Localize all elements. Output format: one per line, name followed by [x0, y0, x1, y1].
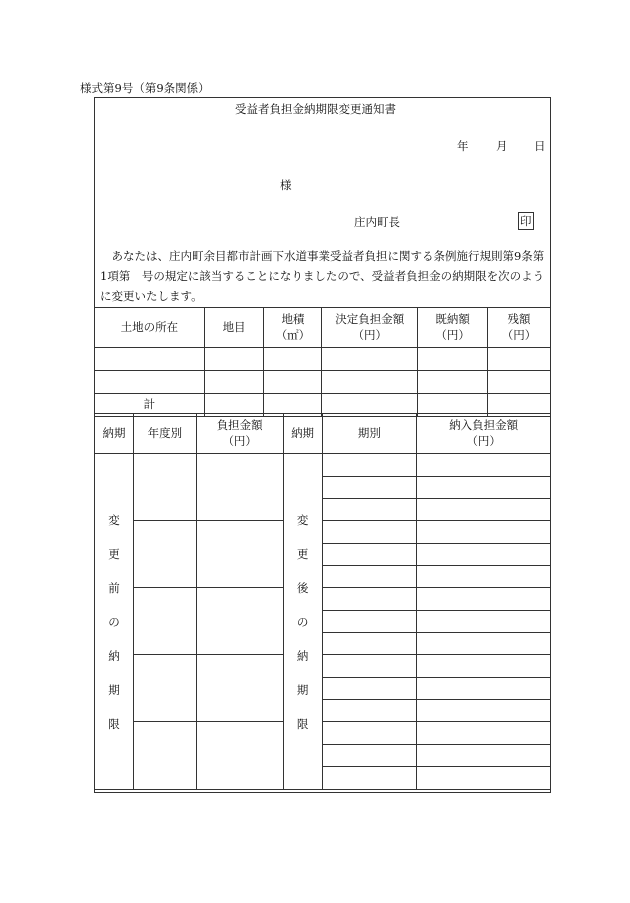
- header-term-after: 納期: [283, 414, 322, 454]
- date-month: 月: [496, 139, 508, 153]
- after-deadline-label: 変更後の納期限: [296, 512, 309, 731]
- total-label: 計: [95, 394, 205, 417]
- schedule-table: [94, 413, 551, 790]
- header-payment-amount: 納入負担金額 （円）: [417, 414, 551, 454]
- header-fiscal-year: 年度別: [133, 414, 196, 454]
- header-charge-amount: 負担金額 （円）: [196, 414, 283, 454]
- header-decided-amount: 決定負担金額 （円）: [322, 308, 418, 348]
- before-deadline-label: 変更前の納期限: [108, 512, 120, 731]
- before-deadline-label-cell: [95, 454, 134, 790]
- table-row: [95, 371, 551, 394]
- header-land-area: 地積 （㎡）: [264, 308, 322, 348]
- notice-body: あなたは、庄内町余目都市計画下水道事業受益者負担に関する条例施行規則第9条第1項第 号の規定に該当することになりましたので、受益者負担金の納期限を次のように変更いたします。: [100, 249, 545, 303]
- header-term-before: 納期: [95, 414, 134, 454]
- form-label: 様式第9号（第9条関係）: [80, 81, 210, 95]
- header-land-category: 地目: [204, 308, 264, 348]
- seal-mark: 印: [520, 214, 532, 228]
- date-day: 日: [534, 139, 546, 153]
- header-land-location: 土地の所在: [95, 308, 205, 348]
- sender-name: 庄内町長: [354, 215, 400, 229]
- header-remaining-amount: 残額 （円）: [488, 308, 551, 348]
- document-title: 受益者負担金納期限変更通知書: [235, 102, 396, 116]
- header-paid-amount: 既納額 （円）: [418, 308, 488, 348]
- after-deadline-label-cell: [283, 454, 322, 790]
- land-table: [94, 307, 551, 417]
- table-row: [95, 348, 551, 371]
- date-year: 年: [457, 139, 469, 153]
- addressee-suffix: 様: [280, 178, 292, 192]
- header-period: 期別: [322, 414, 417, 454]
